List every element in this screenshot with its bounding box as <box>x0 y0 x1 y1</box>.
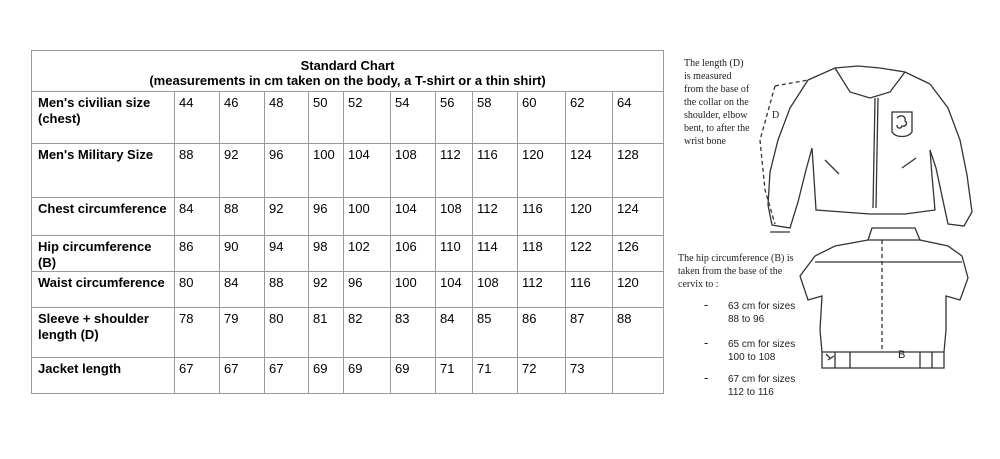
table-cell: 60 <box>518 92 566 144</box>
table-cell: 88 <box>220 198 265 236</box>
table-cell: 116 <box>518 198 566 236</box>
note-line: taken from the base of the <box>678 266 783 277</box>
note-line: the collar on the <box>684 97 749 108</box>
table-cell: 92 <box>220 144 265 198</box>
table-cell: 67 <box>220 358 265 394</box>
bullet-dash: - <box>704 335 709 350</box>
note-line: shoulder, elbow <box>684 110 748 121</box>
table-cell: 88 <box>613 308 664 358</box>
table-cell: 128 <box>613 144 664 198</box>
length-marker-label: D <box>772 110 780 121</box>
table-cell: 108 <box>473 272 518 308</box>
table-cell: 100 <box>309 144 344 198</box>
table-cell: 50 <box>309 92 344 144</box>
table-cell: 88 <box>175 144 220 198</box>
table-cell: 54 <box>391 92 436 144</box>
table-title: Standard Chart <box>300 58 395 73</box>
table-cell: 80 <box>265 308 309 358</box>
table-cell: 69 <box>344 358 391 394</box>
table-cell: 104 <box>391 198 436 236</box>
table-cell: 108 <box>391 144 436 198</box>
table-cell: 116 <box>473 144 518 198</box>
row-label: Men's Military Size <box>32 144 175 198</box>
table-cell: 112 <box>436 144 473 198</box>
row-label: Sleeve + shoulder length (D) <box>32 308 175 358</box>
table-cell: 71 <box>473 358 518 394</box>
hip-marker-label: B <box>898 349 906 361</box>
table-cell: 71 <box>436 358 473 394</box>
bullet-line: 63 cm for sizes <box>728 301 796 312</box>
table-cell: 120 <box>613 272 664 308</box>
table-cell: 46 <box>220 92 265 144</box>
table-cell: 110 <box>436 236 473 272</box>
table-cell: 120 <box>566 198 613 236</box>
bullet-line: 65 cm for sizes <box>728 339 796 350</box>
note-line: wrist bone <box>684 136 726 147</box>
table-cell: 124 <box>613 198 664 236</box>
table-cell: 84 <box>220 272 265 308</box>
note-line: The length (D) <box>684 58 744 69</box>
table-cell: 98 <box>309 236 344 272</box>
table-cell: 72 <box>518 358 566 394</box>
bullet-line: 100 to 108 <box>728 352 776 363</box>
table-cell: 96 <box>309 198 344 236</box>
bullet-line: 88 to 96 <box>728 314 765 325</box>
table-cell: 112 <box>473 198 518 236</box>
table-cell: 64 <box>613 92 664 144</box>
row-label: Jacket length <box>32 358 175 394</box>
table-cell: 67 <box>265 358 309 394</box>
table-cell: 106 <box>391 236 436 272</box>
table-cell: 80 <box>175 272 220 308</box>
table-cell: 94 <box>265 236 309 272</box>
table-cell: 67 <box>175 358 220 394</box>
bullet-line: 67 cm for sizes <box>728 374 796 385</box>
note-line: from the base of <box>684 84 750 95</box>
table-cell: 92 <box>309 272 344 308</box>
table-cell: 114 <box>473 236 518 272</box>
table-cell: 81 <box>309 308 344 358</box>
table-cell: 48 <box>265 92 309 144</box>
bullet-dash: - <box>704 370 709 385</box>
table-cell: 52 <box>344 92 391 144</box>
length-measurement-note <box>684 57 784 148</box>
table-cell: 69 <box>391 358 436 394</box>
table-cell: 96 <box>265 144 309 198</box>
table-cell: 112 <box>518 272 566 308</box>
table-cell: 92 <box>265 198 309 236</box>
table-cell: 84 <box>436 308 473 358</box>
bullet-line: 112 to 116 <box>728 387 774 398</box>
table-cell: 96 <box>344 272 391 308</box>
table-cell: 56 <box>436 92 473 144</box>
table-cell: 79 <box>220 308 265 358</box>
table-cell: 102 <box>344 236 391 272</box>
note-line: is measured <box>684 71 732 82</box>
row-label: Waist circumference <box>32 272 175 308</box>
hip-measurement-note <box>678 252 818 291</box>
table-cell: 120 <box>518 144 566 198</box>
table-cell: 78 <box>175 308 220 358</box>
bullet-item <box>728 338 795 364</box>
table-cell: 73 <box>566 358 613 394</box>
table-cell: 118 <box>518 236 566 272</box>
note-line: bent, to after the <box>684 123 750 134</box>
table-cell: 104 <box>344 144 391 198</box>
table-cell: 83 <box>391 308 436 358</box>
bullet-item <box>728 373 795 399</box>
note-line: The hip circumference (B) is <box>678 253 794 264</box>
table-cell: 104 <box>436 272 473 308</box>
table-cell: 82 <box>344 308 391 358</box>
table-cell: 126 <box>613 236 664 272</box>
table-cell: 58 <box>473 92 518 144</box>
row-label: Men's civilian size (chest) <box>32 92 175 144</box>
table-cell: 84 <box>175 198 220 236</box>
table-cell: 87 <box>566 308 613 358</box>
row-label: Chest circumference <box>32 198 175 236</box>
table-cell: 69 <box>309 358 344 394</box>
bullet-dash: - <box>704 297 709 312</box>
row-label: Hip circumference (B) <box>32 236 175 272</box>
table-cell: 88 <box>265 272 309 308</box>
bullet-item <box>728 300 795 326</box>
table-cell: 62 <box>566 92 613 144</box>
table-cell: 90 <box>220 236 265 272</box>
table-cell: 86 <box>518 308 566 358</box>
table-cell: 122 <box>566 236 613 272</box>
table-cell: 85 <box>473 308 518 358</box>
table-cell: 116 <box>566 272 613 308</box>
table-cell: 108 <box>436 198 473 236</box>
table-cell: 100 <box>344 198 391 236</box>
table-cell: 44 <box>175 92 220 144</box>
table-cell: 86 <box>175 236 220 272</box>
table-subtitle: (measurements in cm taken on the body, a T-shirt or a thin shirt) <box>149 73 546 88</box>
note-line: cervix to : <box>678 279 719 290</box>
table-cell: 100 <box>391 272 436 308</box>
table-cell: 124 <box>566 144 613 198</box>
